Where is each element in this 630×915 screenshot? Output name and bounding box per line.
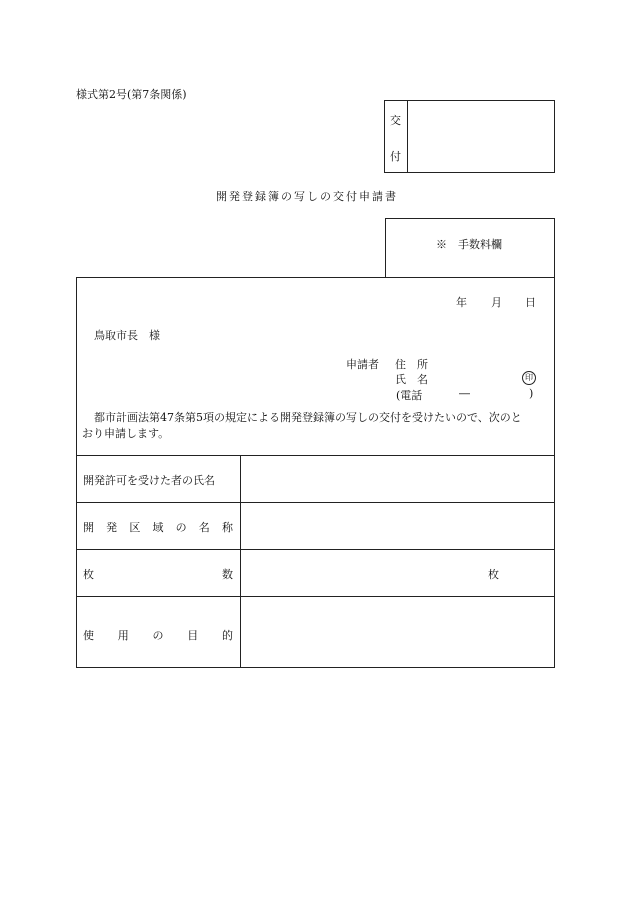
area-name-char: 区	[129, 521, 141, 534]
name-field[interactable]	[435, 368, 520, 384]
count-field[interactable]	[241, 550, 554, 596]
count-label	[83, 566, 233, 582]
phone-label: (電話	[396, 389, 423, 402]
fee-label: ※ 手数料欄	[436, 238, 502, 251]
address-field[interactable]	[435, 352, 545, 368]
form-number: 様式第2号(第7条関係)	[76, 88, 187, 101]
date-year-label: 年	[456, 296, 467, 309]
area-name-char: 開	[83, 521, 94, 534]
applicant-label: 申請者	[346, 358, 379, 371]
area-name-char: 域	[152, 521, 164, 534]
name-label: 氏 名	[395, 373, 428, 386]
area-name-char: の	[175, 521, 187, 534]
receipt-stamp-area[interactable]	[408, 101, 553, 171]
purpose-label	[83, 627, 233, 643]
phone-field[interactable]	[420, 384, 525, 400]
area-name-char: 発	[106, 521, 118, 534]
area-name-label	[83, 519, 233, 535]
area-name-field[interactable]	[241, 503, 554, 549]
date-day-label: 日	[525, 296, 536, 309]
seal-mark: 印	[522, 371, 536, 385]
phone-dash: ―	[459, 387, 470, 400]
permit-holder-field[interactable]	[241, 456, 554, 502]
address-label: 住 所	[395, 358, 428, 371]
purpose-char: 用	[117, 629, 129, 642]
permit-holder-label: 開発許可を受けた者の氏名	[83, 474, 215, 487]
addressee: 鳥取市長 様	[94, 329, 160, 342]
purpose-char: 目	[187, 629, 199, 642]
purpose-char: 的	[222, 629, 233, 642]
area-name-char: 称	[221, 521, 233, 534]
purpose-field[interactable]	[241, 597, 554, 667]
count-unit: 枚	[488, 568, 499, 581]
date-month-label: 月	[491, 296, 502, 309]
area-name-char: 名	[198, 521, 210, 534]
receipt-char-1: 交	[390, 114, 401, 127]
receipt-char-2: 付	[390, 150, 401, 163]
count-char: 数	[222, 568, 233, 581]
purpose-char: の	[152, 629, 164, 642]
body-text-line-1: 都市計画法第47条第5項の規定による開発登録簿の写しの交付を受けたいので、次のと	[94, 411, 522, 424]
purpose-char: 使	[83, 629, 94, 642]
count-char: 枚	[83, 568, 94, 581]
body-text-line-2: おり申請します。	[82, 427, 170, 440]
document-title: 開発登録簿の写しの交付申請書	[216, 190, 398, 203]
phone-close: )	[529, 387, 534, 400]
